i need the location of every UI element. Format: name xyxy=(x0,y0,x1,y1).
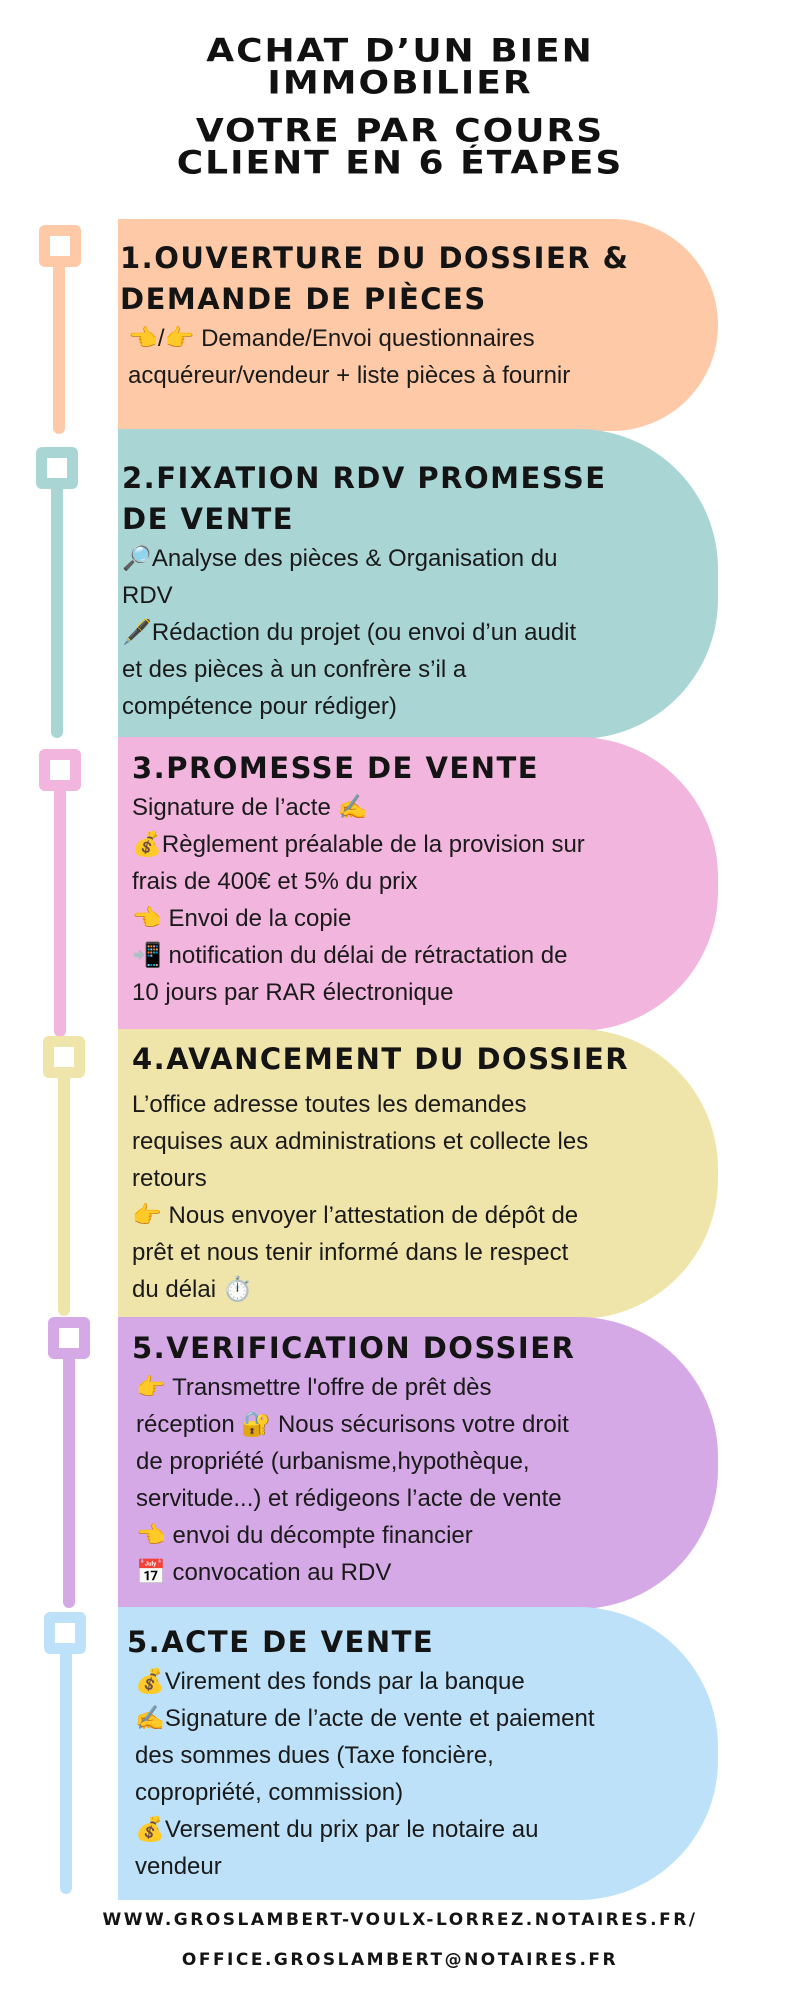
step-3 xyxy=(132,748,707,1011)
step-1-title: 1.OUVERTURE DU DOSSIER & DEMANDE DE PIÈCES xyxy=(120,241,630,316)
step-6-description: 💰Virement des fonds par la banque ✍️Signature de l’acte de vente et paiement des sommes dues (Taxe foncière, copropriété, commission) 💰Versement du prix par le notaire au vendeur xyxy=(135,1668,595,1880)
timeline-connector-1 xyxy=(53,258,65,434)
step-3-description: Signature de l’acte ✍️ 💰Règlement préalable de la provision sur frais de 400€ et 5% du prix 👈 Envoi de la copie 📲 notification du délai de rétractation de 10 jours par RAR électronique xyxy=(132,794,585,1006)
timeline-connector-4 xyxy=(58,1068,70,1316)
timeline-connector-3 xyxy=(54,782,66,1037)
title-line-2: IMMOBILIER xyxy=(267,65,533,102)
timeline-node-6 xyxy=(44,1612,86,1654)
footer-email[interactable]: OFFICE.GROSLAMBERT@NOTAIRES.FR xyxy=(181,1950,619,1970)
step-1-description: 👈/👉 Demande/Envoi questionnaires acquéreur/vendeur + liste pièces à fournir xyxy=(128,325,571,389)
timeline-node-4 xyxy=(43,1036,85,1078)
step-5 xyxy=(132,1328,707,1591)
timeline-connector-2 xyxy=(51,480,63,738)
timeline-node-3 xyxy=(39,749,81,791)
timeline-node-1 xyxy=(39,225,81,267)
step-6 xyxy=(127,1622,702,1885)
step-2-description: 🔎Analyse des pièces & Organisation du RDV 🖋️Rédaction du projet (ou envoi d’un audit et des pièces à un confrère s’il a compétence pour rédiger) xyxy=(122,545,577,720)
step-5-description: 👉 Transmettre l'offre de prêt dès réception 🔐 Nous sécurisons votre droit de propriété (urbanisme,hypothèque, servitude...) et rédigeons l’acte de vente 👈 envoi du décompte financier 📅 convocation au RDV xyxy=(136,1374,569,1586)
title-line-1: ACHAT D’UN BIEN xyxy=(206,33,594,70)
timeline-node-5 xyxy=(48,1317,90,1359)
footer-website[interactable]: WWW.GROSLAMBERT-VOULX-LORREZ.NOTAIRES.FR/ xyxy=(102,1910,698,1930)
step-4-title: 4.AVANCEMENT DU DOSSIER xyxy=(132,1042,630,1076)
step-2 xyxy=(122,458,697,725)
subtitle-line-1: VOTRE PAR COURS xyxy=(195,113,605,150)
timeline-node-2 xyxy=(36,447,78,489)
step-2-title: 2.FIXATION RDV PROMESSE DE VENTE xyxy=(122,461,607,536)
step-5-title: 5.VERIFICATION DOSSIER xyxy=(132,1331,576,1365)
step-6-title: 5.ACTE DE VENTE xyxy=(127,1625,435,1659)
step-4 xyxy=(132,1039,707,1308)
timeline-connector-6 xyxy=(60,1628,72,1894)
step-1 xyxy=(120,238,695,394)
subtitle-line-2: CLIENT EN 6 ÉTAPES xyxy=(176,145,624,182)
step-4-description: L’office adresse toutes les demandes requises aux administrations et collecte les retours 👉 Nous envoyer l’attestation de dépôt de prêt et nous tenir informé dans le respect du délai ⏱️ xyxy=(132,1091,589,1303)
step-3-title: 3.PROMESSE DE VENTE xyxy=(132,751,540,785)
timeline-connector-5 xyxy=(63,1336,75,1608)
page-title xyxy=(0,33,800,182)
